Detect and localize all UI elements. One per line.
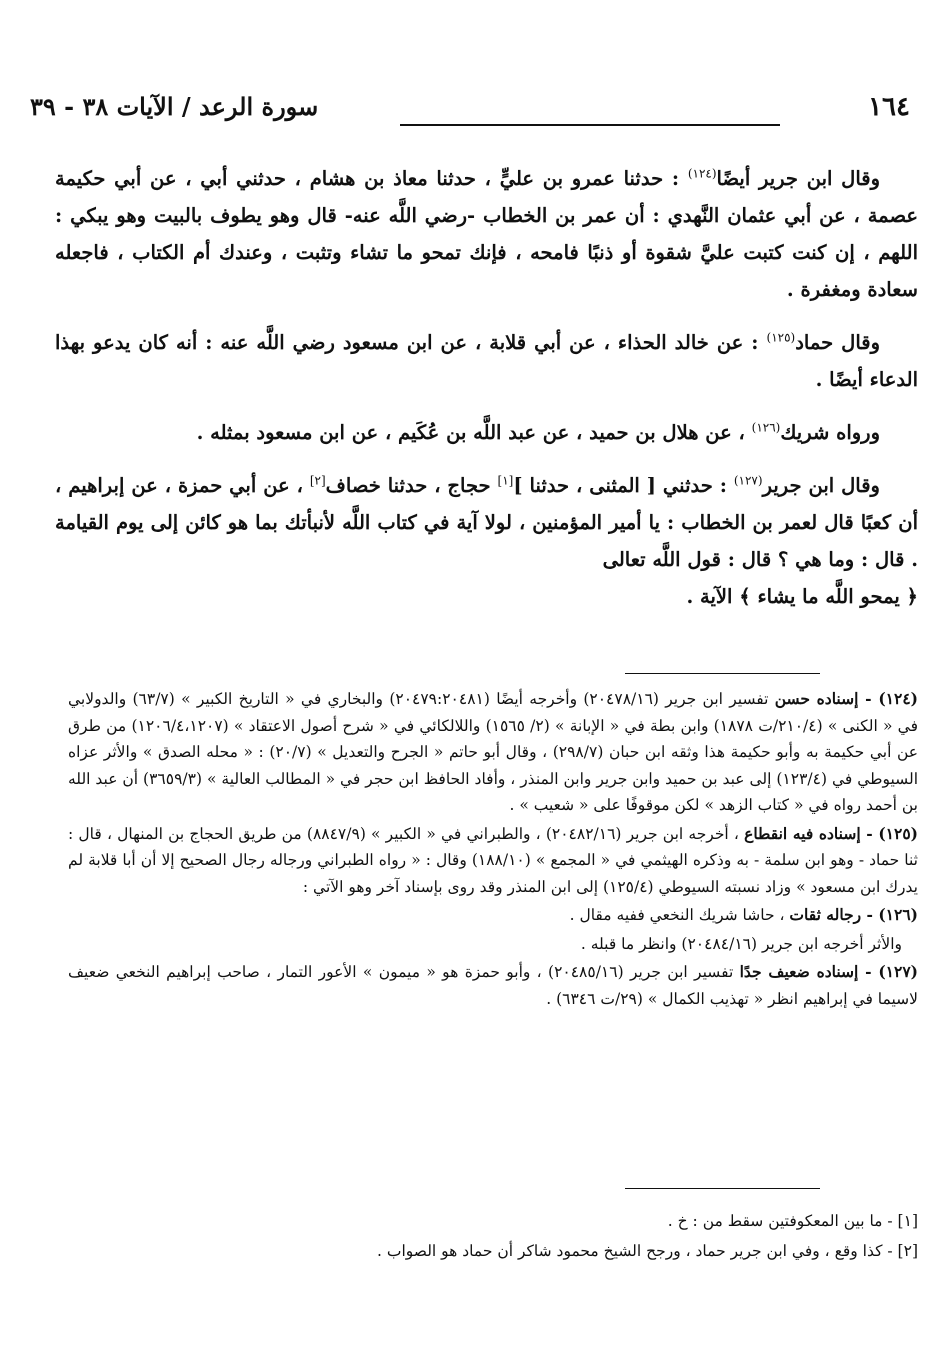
main-text — [55, 160, 918, 631]
text: وقال ابن جرير — [762, 474, 880, 497]
footnote-ref: (١٢٤) — [687, 166, 717, 181]
footnote-124 — [68, 686, 918, 819]
footnote-ref: (١٢٦) — [751, 420, 781, 435]
footnote-ref: (١٢٥) — [766, 330, 796, 345]
footnote-body: ، أخرجه ابن جرير (٢٠٤٨٢/١٦) ، والطبراني في « الكبير » (٨٨٤٧/٩) من طريق الحجاج بن المنهال ، قال : ثنا حماد - وهو ابن سلمة - به وذكره الهيثمي في « المجمع » (١٨٨/١٠) وقال : « رواه الطبراني ورجاله رجال الصحيح إلا أن أبا قلابة لم يدرك ابن مسعود » وزاد نسبته السيوطي (١٢٥/٤) إلى ابن المنذر وقد روى بإسناد آخر وهو الآتي : — [68, 824, 918, 896]
footnote-body: تفسير ابن جرير (٢٠٤٨٥/١٦) ، وأبو حمزة هو « ميمون » الأعور التمار ، صاحب إبراهيم النخعي ضعيف لاسيما في إبراهيم انظر « تهذيب الكمال » (٢٩/ت ٦٣٤٦) . — [68, 963, 918, 1008]
text: وقال حماد — [795, 331, 881, 354]
paragraph-3 — [55, 414, 918, 451]
footnote-separator — [625, 673, 820, 674]
text: : حدثني [ المثنى ، حدثنا ] — [513, 474, 734, 497]
footnote-125 — [68, 821, 918, 901]
header-rule — [400, 124, 780, 126]
text: ، عن أبي حمزة ، عن إبراهيم ، أن كعبًا قال لعمر بن الخطاب : يا أمير المؤمنين ، لولا آية في كتاب اللَّه لأنبأتك بما هو كائن إلى يوم القيامة . قال : وما هي ؟ قال : قول اللَّه تعالى — [55, 474, 918, 571]
footnote-ref: (١٢٧) — [733, 473, 763, 488]
text: ورواه شريك — [780, 421, 880, 444]
paragraph-4 — [55, 467, 918, 615]
quran-verse: ﴿ يمحو اللَّه ما يشاء ﴾ الآية . — [686, 585, 918, 608]
editor-notes — [68, 1206, 918, 1266]
footnote-126-continued: والأثر أخرجه ابن جرير (٢٠٤٨٤/١٦) وانظر ما قبله . — [580, 934, 902, 953]
paragraph-2 — [55, 324, 918, 398]
footnote-127 — [68, 959, 918, 1012]
footnote-heading: (١٢٥) - إسناده فيه انقطاع — [744, 823, 918, 843]
page-number: ١٦٤ — [868, 92, 910, 122]
surah-title: سورة الرعد / الآيات ٣٨ - ٣٩ — [30, 92, 319, 121]
text: حجاج ، حدثنا خصاف — [325, 474, 498, 497]
text: ، عن هلال بن حميد ، عن عبد اللَّه بن عُكَيم ، عن ابن مسعود بمثله . — [196, 421, 752, 444]
text: : حدثنا عمرو بن عليٍّ ، حدثنا معاذ بن هشام ، حدثني أبي ، عن أبي حكيمة عصمة ، عن أبي عثمان النَّهدي : أن عمر بن الخطاب -رضي اللَّه عنه- قال وهو يطوف بالبيت وهو يبكي : اللهم ، إن كنت كتبت عليَّ شقوة أو ذنبًا فامحه ، فإنك تمحو ما تشاء وتثبت ، وعندك أم الكتاب ، فاجعله سعادة ومغفرة . — [55, 167, 918, 301]
footnote-heading: (١٢٦) - رجاله ثقات — [789, 905, 918, 924]
footnote-heading: (١٢٧) - إسناده ضعيف جدًا — [739, 962, 918, 981]
footnote-body: تفسير ابن جرير (٢٠٤٧٨/١٦) وأخرجه أيضًا (٢٠٤٧٩:٢٠٤٨١) والبخاري في « التاريخ الكبير » (٦٣/٧) والدولابي في « الكنى » (٢١٠/٤/ت ١٨٧٨) وابن بطة في « الإبانة » (٢/ ١٥٦٥) واللالكائي في « شرح أصول الاعتقاد » (١٢٠٦/٤،١٢٠٧) من طرق عن أبي حكيمة به وأبو حكيمة هذا وثقه ابن حبان (٢٩٨/٧) ، وقال أبو حاتم « الجرح والتعديل » (٢٠/٧) : « محله الصدق » والأثر عزاه السيوطي في (١٢٣/٤) إلى عبد بن حميد وابن جرير وابن المنذر ، وأفاد الحافظ ابن حجر في « المطالب العالية » (٣٦٥٩/٣) أن عبد الله بن أحمد رواه في « كتاب الزهد » لكن موقوفًا على « شعيب » . — [68, 690, 919, 814]
page-header — [30, 92, 910, 132]
footnote-body: ، حاشا شريك النخعي ففيه مقال . — [569, 906, 790, 924]
footnote-126 — [68, 902, 918, 929]
footnotes — [68, 686, 918, 1014]
editor-notes-separator — [625, 1188, 820, 1189]
footnote-heading: (١٢٤) - إسناده حسن — [774, 689, 918, 708]
editor-mark-ref: [٢] — [309, 473, 326, 488]
paragraph-1 — [55, 160, 918, 308]
editor-note-2: [٢] - كذا وقع ، وفي ابن جرير حماد ، ورجح الشيخ محمود شاكر أن حماد هو الصواب . — [377, 1242, 918, 1260]
text: : عن خالد الحذاء ، عن أبي قلابة ، عن ابن مسعود رضي اللَّه عنه : أنه كان يدعو بهذا الدعاء أيضًا . — [55, 331, 918, 391]
editor-mark-ref: [١] — [497, 473, 514, 488]
editor-note-1: [١] - ما بين المعكوفتين سقط من : خ . — [667, 1212, 918, 1230]
text: وقال ابن جرير أيضًا — [716, 167, 880, 190]
